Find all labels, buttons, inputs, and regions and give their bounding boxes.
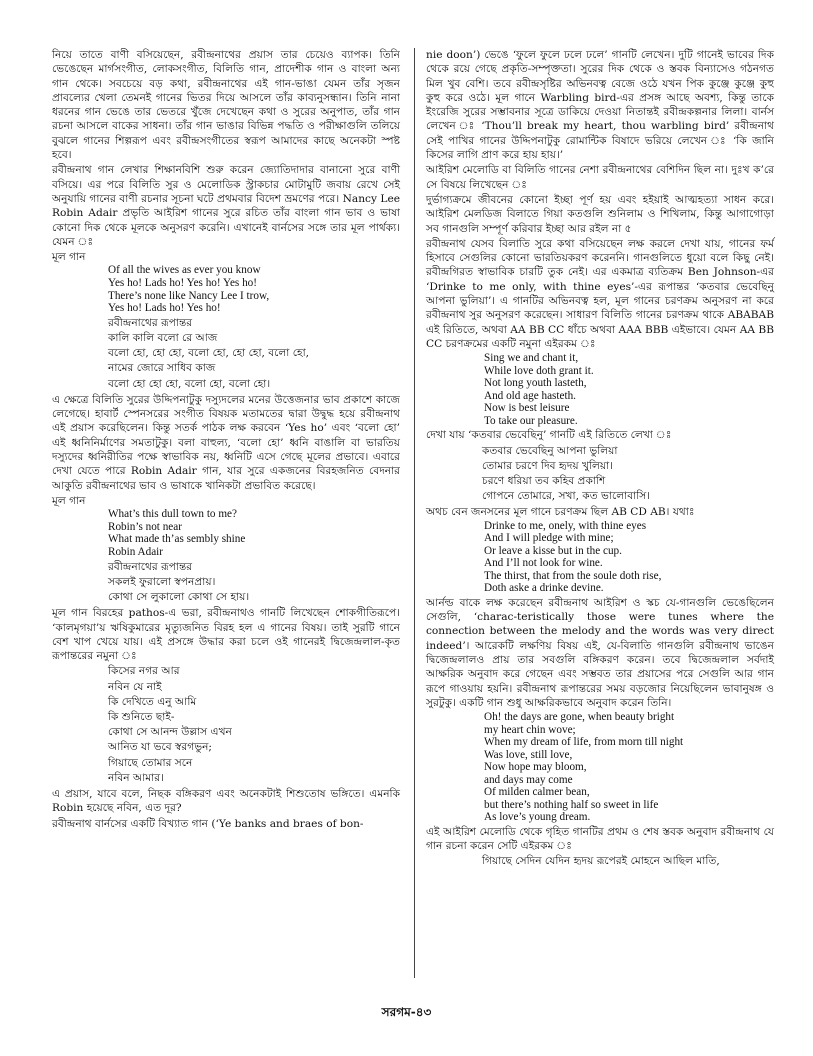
verse-line: but there’s nothing half so sweet in life	[484, 798, 659, 811]
verse-kali-kali	[108, 316, 400, 392]
verse-line: Now is best leisure	[484, 402, 570, 415]
verse-days-are-gone	[484, 711, 774, 824]
verse-line: my heart chin wove;	[484, 723, 576, 736]
verse-line: Now hope may bloom,	[484, 761, 587, 774]
verse-line: কতবার ভেবেছিনু আপনা ভুলিয়া	[482, 444, 618, 457]
verse-line: Sing we and chant it,	[484, 352, 579, 365]
page	[52, 48, 774, 988]
right-paragraph-6: অথচ বেন জনসনের মূল গানে চরণক্রম ছিল AB CD AB। যথাঃ	[426, 505, 695, 518]
verse-line: Was love, still love,	[484, 748, 573, 761]
verse-robin-adair	[108, 508, 400, 558]
verse-line: বলো হো হো হো, বলো হো, বলো হো।	[108, 377, 271, 390]
right-paragraph-8: এই আইরিশ মেলোডি থেকে গৃহিত গানটির প্রথম ও শেষ স্তবক অনুবাদ রবীন্দ্রনাথ যে গান রচনা করেন সেটি এইরকম ঃ	[426, 825, 774, 852]
verse-line: Oh! the days are gone, when beauty bright	[484, 711, 675, 724]
verse-drinke-to-me	[484, 520, 774, 595]
verse-giyache-sedin	[482, 854, 774, 869]
left-column	[52, 48, 400, 832]
verse-line: কোথা সে আনন্দ উল্লাস এখন	[108, 726, 232, 739]
verse-line: কালি কালি বলো রে আজ	[108, 332, 218, 345]
verse-line: And old age hasteth.	[484, 389, 576, 402]
verse-line: গিয়াছে সেদিন যেদিন হৃদয় রূপেরই মোহনে আছিল মাতি,	[482, 855, 720, 868]
verse-line: And I’ll not look for wine.	[484, 557, 603, 570]
verse-line: The thirst, that from the soule doth rise,	[484, 569, 662, 582]
verse-line: Robin Adair	[108, 546, 164, 558]
verse-line: and days may come	[484, 773, 573, 786]
verse-line: কি শুনিতে ছাই-	[108, 711, 175, 723]
column-divider	[414, 48, 415, 978]
verse-line: গোপনে তোমারে, সখা, কত ভালোবাসি।	[482, 489, 651, 502]
verse-line: Of milden calmer bean,	[484, 786, 590, 799]
verse-line: Doth aske a drinke devine.	[484, 582, 604, 595]
original-song-label-1: মূল গান	[52, 251, 86, 264]
right-paragraph-3: দুর্ভাগ্যক্রমে জীবনের কোনো ইচ্ছা পূর্ণ হয় এবং হইয়াই আত্মহত্যা সাধন করে। আইরিশ মেলডিজ বিলাতে গিয়া কতগুলি শুনিলাম ও শিখিলাম, কিন্তু আগাগোড়া সব গানগুলি সম্পূর্ণ করিবার ইচ্ছা আর রইল না ৫	[426, 193, 774, 235]
right-paragraph-2: আইরিশ মেলোডি বা বিলিতি গানের নেশা রবীন্দ্রনাথের বেশিদিন ছিল না। দুঃখ ক’রে সে বিষয়ে লিখেছেন ঃ	[426, 164, 774, 191]
verse-dwijendralal	[108, 664, 400, 786]
right-paragraph-1: nie doon’) ভেঙে ‘ফুলে ফুলে ঢলে ঢলে’ গানটি লেখেন। দুটি গানেই ভাবের দিক থেকে রয়ে গেছে প্রকৃতি-সম্পৃক্ততা। সুরের দিক থেকে ও স্তবক বিন্যাসেও গঠনগত মিল খুব বেশি। তবে রবীন্দ্রসৃষ্টির অভিনবত্ব বেজে ওঠে যখন পিক কুঞ্জে কুঞ্জে কুহু কুহু করে ওঠে। মূল গানে Warbling bird-এর প্রসঙ্গ আছে অবশ্য, কিন্তু তাকে ইংরেজি সুরের সম্ভাবনার সূত্রে ডাকিয়ে দেওয়া নিতান্তই রবীন্দ্রকল্পনার লিলা। বার্নস লেখেন ঃ ‘Thou’ll break my heart, thou warbling bird’ রবীন্দ্রনাথ সেই পাখির গানের উদ্দিপনাটুকু রোমান্টিক বিষাদে ভরিয়ে লেখেন ঃ ‘কি জানি কিসের লাগি প্রাণ করে হায় হায়।’	[426, 49, 774, 162]
right-paragraph-7: আর্নল্ড বাকে লক্ষ করেছেন রবীন্দ্রনাথ আইরিশ ও স্কচ যে-গানগুলি ভেঙেছিলেন সেগুলি, ‘charac-teristically those were tunes where the connection between the melody and the words was very direct indeed’। আরেকটি লক্ষণিয় বিষয় এই, যে-বিলাতি গানগুলি রবীন্দ্রনাথ ভাঙেন দ্বিজেন্দ্রলালও প্রায় তার সবগুলি বঙ্গিকরণ করেন। তবে দ্বিজেন্দ্রলাল সর্বদাই আক্ষরিক অনুবাদ করে গেছেন এবং সম্ভবত তার প্রয়াসের পরে সেগুলি আর গান রূপে গাওয়ায় হয়নি। রবীন্দ্রনাথ রূপান্তরের সময় বড়জোর নিয়েছিলেন ভাবানুষঙ্গ ও সুরটুকু। একটি গান শুধু আক্ষরিকভাবে অনুবাদ করেন তিনি।	[426, 596, 774, 709]
left-paragraph-1: নিয়ে তাতে বাণী বসিয়েছেন, রবীন্দ্রনাথের প্রয়াস তার চেয়েও ব্যাপক। তিনি ভেঙেছেন মার্গসংগীত, লোকসংগীত, বিলিতি গান, প্রাদেশীক গান ও বাংলা অন্য গান থেকে। সবচেয়ে বড় কথা, রবীন্দ্রনাথের এই গান-ভাঙা যেমন তাঁর সৃজন প্রাবল্যের খেলা তেমনই গানের ভিতর দিয়ে আসলে তাঁর কাব্যনুসন্ধান। তিনি নানা ধরনের গান ভেঙে তার ভেতরে খুঁজে দেখেছেন কথা ও সুরের অনুপাত, তাঁর গান রচনা আসলে বাকের সাধনা। তাঁর গান ভাঙার বিভিন্ন পদ্ধতি ও পরীক্ষাগুলি তলিয়ে বুঝলে গানের শিল্পরূপ এবং রবীন্দ্রসংগীতের স্বরূপ আমাদের কাছে অনেকটা স্পষ্ট হবে।	[52, 49, 400, 162]
right-column	[426, 48, 774, 870]
verse-line: কোথা সে লুকালো কোথা সে হায়।	[108, 591, 250, 603]
left-paragraph-3: এ ক্ষেত্রে বিলিতি সুরের উদ্দিপনাটুকু দস্যুদলের মনের উত্তেজনার ভাব প্রকাশে কাজে লেগেছে। হাবার্ট স্পেনসরের সংগীত বিষয়ক মতামতের দ্বারা উদ্বুদ্ধ হয়ে রবীন্দ্রনাথ এই প্রয়াস করেছিলেন। কিন্তু সতর্ক পাঠক লক্ষ করবেন ‘Yes ho’ এবং ‘বলো হো’ এই ধ্বনিনির্মাণের সমতাটুকু। বলা বাহুল্য, ‘বলো হো’ ধ্বনি বাঙালি বা ভারতিয় দস্যুদের ধ্বনিরীতির পক্ষে স্বাভাবিক নয়, ধ্বনিটি এসে গেছে মূলের প্রভাবে। এবারে দেখা যেতে পারে Robin Adair গান, যার সুরে একজনের বিরহজনিত বেদনার আকুতি রবীন্দ্রনাথের ভাব ও ভাষাকে খানিকটা প্রভাবিত করেছে।	[52, 393, 400, 492]
verse-line: নবিন আমার।	[108, 771, 164, 784]
verse-line: গিয়াছে তোমার সনে	[108, 756, 193, 769]
right-paragraph-5: দেখা যায় ‘কতবার ভেবেছিনু’ গানটি এই রিতিতে লেখা ঃ	[426, 429, 672, 442]
verse-line: রবীন্দ্রনাথের রূপান্তর	[108, 560, 193, 573]
left-paragraph-5: এ প্রয়াস, যাবে বলে, নিছক বঙ্গিকরণ এবং অনেকটাই শিশুতোষ ভঙ্গিতে। এমনকি Robin হয়েছে নবিন, এত দূর?	[52, 788, 400, 815]
verse-line: To take our pleasure.	[484, 414, 578, 427]
verse-line: What made th’as sembly shine	[108, 533, 246, 546]
verse-line: নামের জোরে সাধিব কাজ	[108, 362, 216, 375]
verse-line: আনিত যা ভবে স্বরগভুন;	[108, 741, 212, 754]
verse-line: As love’s young dream.	[484, 811, 591, 824]
verse-line: সকলই ফুরালো স্বপনপ্রায়।	[108, 575, 216, 588]
verse-line: কি দেখিতে এনু আমি	[108, 695, 197, 708]
verse-line: Not long youth lasteth,	[484, 377, 587, 390]
verse-sokoli-phuralo	[108, 560, 400, 606]
verse-nancy-lee	[108, 264, 400, 314]
verse-line: What’s this dull town to me?	[108, 508, 237, 521]
original-song-label-2: মূল গান	[52, 494, 86, 507]
verse-line: While love doth grant it.	[484, 364, 594, 377]
right-paragraph-4: রবীন্দ্রনাথ যেসব বিলাতি সুরে কথা বসিয়েছেন লক্ষ করলে দেখা যায়, গানের ফর্ম হিসাবে সেগুলির কোনো ভারতিয়করণ করেননি। গানগুলিতে ধুয়ো বলে কিছু নেই। রবীন্দ্রগিরত স্বাভাবিক চারটি তুক নেই। এর একমাত্র ব্যতিক্রম Ben Johnson-এর ‘Drinke to me only, with thine eyes’-এর রূপান্তর ‘কতবার ভেবেছিনু আপনা ভুলিয়া’। এ গানটির অভিনবত্ব হল, মূল গানের চরণক্রম অনুসরণ না করে রবীন্দ্রনাথ সুর অনুসরণ করেছেন। সাধারণ বিলিতি গানের চরণক্রম থাকে ABABAB এই রিতিতে, অথবা AA BB CC ধাঁচে অথবা AAA BBB এইভাবে। যেমন AA BB CC চরণক্রমের একটি নমুনা এইরকম ঃ	[426, 237, 774, 350]
verse-line: Yes ho! Lads ho! Yes ho! Yes ho!	[108, 277, 257, 290]
verse-line: তোমার চরণে দিব হৃদয় খুলিয়া।	[482, 459, 613, 472]
verse-line: Drinke to me, onely, with thine eyes	[484, 519, 647, 532]
verse-line: রবীন্দ্রনাথের রূপান্তর	[108, 316, 193, 329]
left-paragraph-4: মূল গান বিরহের pathos-এ ভরা, রবীন্দ্রনাথও গানটি লিখেছেন শোকগীতিরূপে। ‘কালমৃগয়া’য় ঋষিকুমারের মৃত্যুজনিত বিরহ হল এ গানের বিষয়। তাই সুরটি গানে বেশ খাপ খেয়ে যায়। এই প্রসঙ্গে উদ্ধার করা চলে ওই গানেরই দ্বিজেন্দ্রলাল-কৃত রূপান্তরের নমুনা ঃ	[52, 607, 400, 663]
verse-line: Or leave a kisse but in the cup.	[484, 544, 622, 557]
verse-kotobar	[482, 444, 774, 504]
verse-line: There’s none like Nancy Lee I trow,	[108, 289, 270, 302]
verse-line: Of all the wives as ever you know	[108, 264, 261, 277]
verse-line: নবিন যে নাই	[108, 680, 162, 693]
verse-line: বলো হো, হো হো, বলো হো, হো হো, বলো হো,	[108, 347, 310, 360]
left-paragraph-6: রবীন্দ্রনাথ বার্নসের একটি বিখ্যাত গান (‘Ye banks and braes of bon-	[52, 817, 364, 830]
verse-line: Yes ho! Lads ho! Yes ho!	[108, 302, 221, 315]
left-paragraph-2: রবীন্দ্রনাথ গান লেখার শিক্ষানবিশি শুরু করেন জ্যোতিদাদার বানানো সুরে বাণী বসিয়ে। এর পরে বিলিতি সুর ও মেলোডিক স্ট্রাকচার মোটামুটি জবায় রেখে সেই অনুযায়ি গানের বাণী রচনার সূচনা ঘটে প্রথমবার বিদেশ ভ্রমণের পরে। Nancy Lee Robin Adair প্রভৃতি আইরিশ গানের সুরে রচিত তাঁর বাংলা গান ভাব ও ভাষা কোনো দিক থেকে মূলকে অনুসরণ করেনি। এখানেই বার্নসের সঙ্গে তার মূল পার্থক্য। যেমন ঃ	[52, 164, 400, 248]
verse-line: কিসের নগর আর	[108, 665, 180, 678]
verse-sing-we	[484, 352, 774, 427]
verse-line: চরণে ধরিয়া তব কহিব প্রকাশি	[482, 474, 606, 487]
verse-line: And I will pledge with mine;	[484, 532, 614, 545]
verse-line: When my dream of life, from morn till night	[484, 736, 684, 749]
page-number: সরগম-৪৩	[381, 1005, 432, 1019]
verse-line: Robin’s not near	[108, 520, 182, 533]
